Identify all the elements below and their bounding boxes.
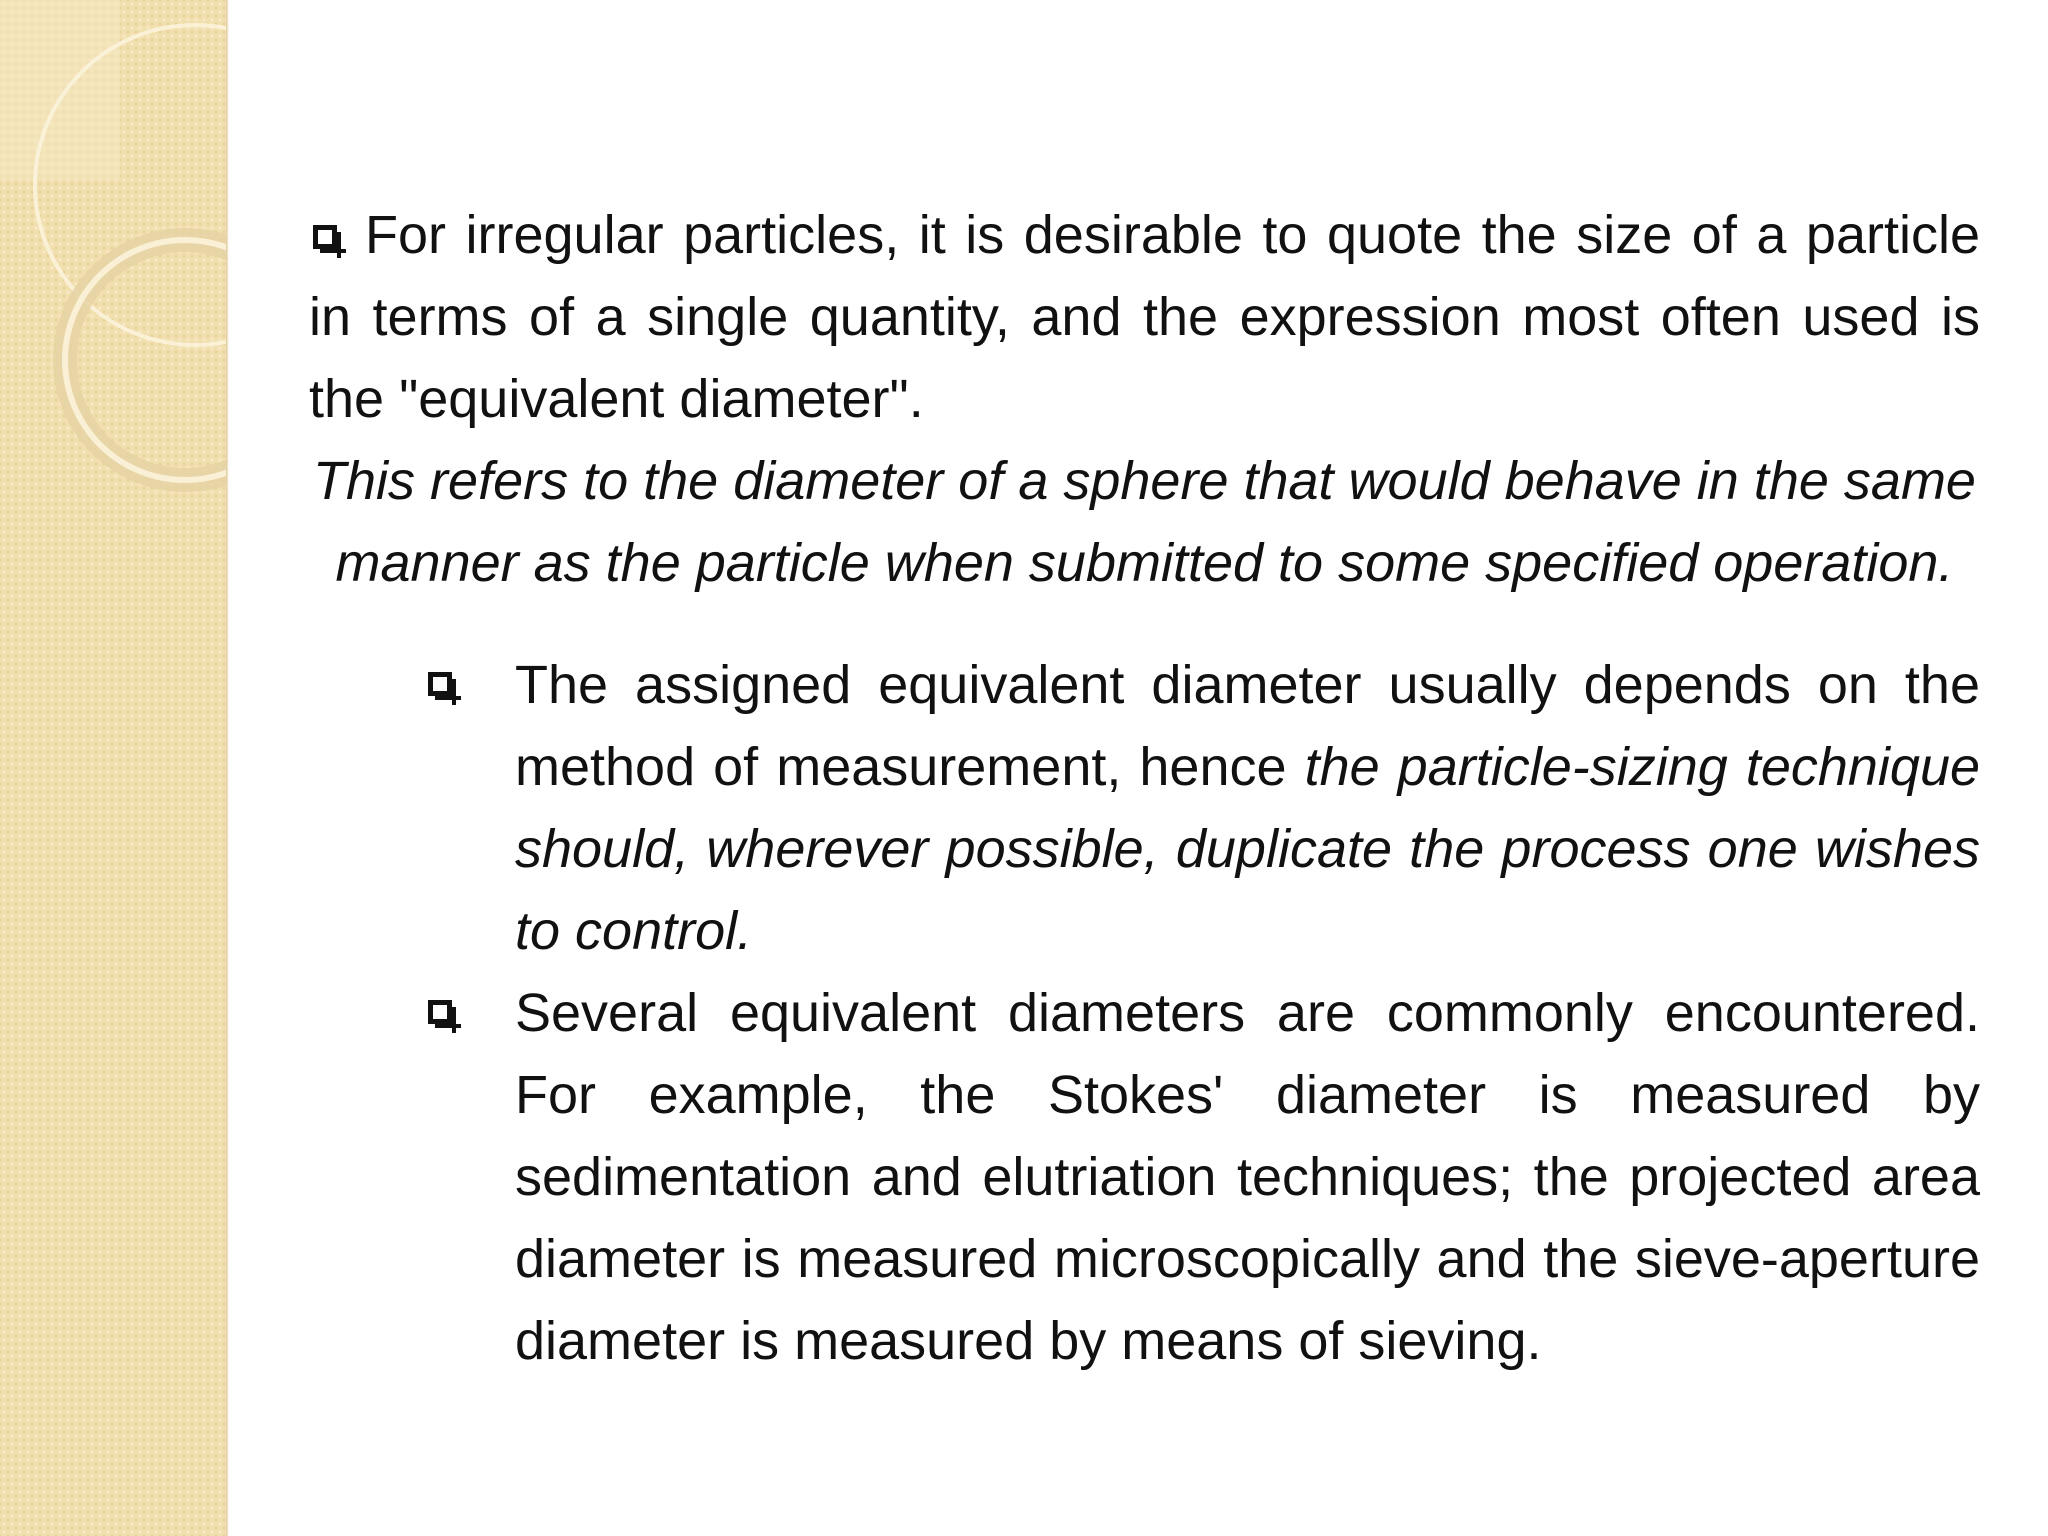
bullet-emphasis-text: the particle-sizing technique should, wherever possible, duplicate the process one wishes to control. [515, 737, 1981, 961]
bullet-list [309, 644, 1980, 1382]
bullet-text: The assigned equivalent diameter usually depends on the method of measurement, hence [515, 655, 1980, 797]
intro-paragraph [309, 194, 1980, 440]
decorative-rings [0, 0, 226, 600]
list-item [515, 972, 1980, 1382]
hollow-square-box-icon [428, 1000, 452, 1024]
list-item [515, 644, 1980, 972]
hollow-square-box-icon [313, 225, 337, 249]
bullet-text: Several equivalent diameters are commonly encountered. For example, the Stokes' diameter is measured by sedimentation and elutriation techniques; the projected area diameter is measured microscopically and the sieve-aperture diameter is measured by means of sieving. [515, 983, 1980, 1371]
decorative-side-panel [0, 0, 226, 1536]
intro-text: For irregular particles, it is desirable to quote the size of a particle in terms of a single quantity, and the expression most often used is the "equivalent diameter". [309, 205, 1980, 429]
slide-body [309, 194, 1980, 1382]
side-panel-edge [226, 0, 229, 1536]
hollow-square-box-icon [428, 672, 452, 696]
definition-paragraph: This refers to the diameter of a sphere that would behave in the same manner as the particle when submitted to some specified operation. [313, 451, 1976, 593]
